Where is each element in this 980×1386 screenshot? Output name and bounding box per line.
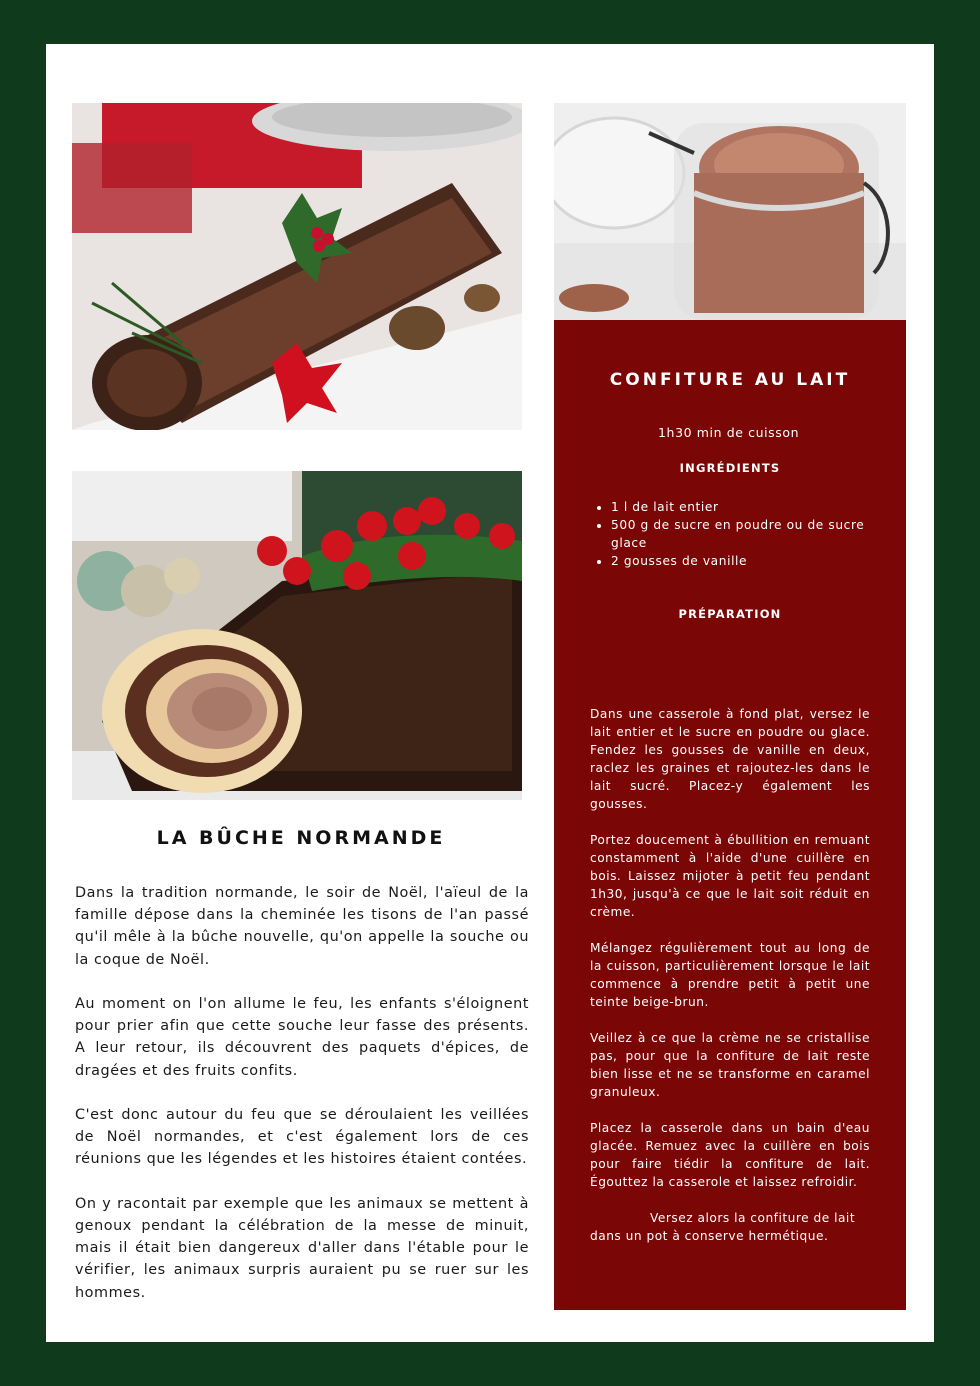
- article-paragraph: Au moment on l'on allume le feu, les enfants s'éloignent pour prier afin que cette souche leur fasse des présents. A leur retour, ils découvrent des paquets d'épices, de dragées et des fruits confits.: [75, 996, 529, 1079]
- article-paragraph: Dans la tradition normande, le soir de Noël, l'aïeul de la famille dépose dans la cheminée les tisons de l'an passé qu'il mêle à la bûche nouvelle, qu'on appelle la souche ou la coque de Noël.: [75, 885, 529, 968]
- preparation-step: Veillez à ce que la crème ne se cristallise pas, pour que la confiture de lait reste bien lisse et ne se transforme en caramel granuleux.: [590, 1031, 870, 1099]
- cooking-time: 1h30 min de cuisson: [658, 425, 800, 440]
- milk-jam-jar-photo: [554, 103, 906, 320]
- preparation-step: Portez doucement à ébullition en remuant constamment à l'aide d'une cuillère en bois. Laissez mijoter à petit feu pendant 1h30, jusqu'à ce que le lait soit réduit en crème.: [590, 833, 870, 919]
- preparation-step: Versez alors la confiture de lait dans un pot à conserve hermétique.: [590, 1211, 856, 1243]
- page: [46, 44, 934, 1342]
- ingredient-item: • 500 g de sucre en poudre ou de sucre glace: [611, 516, 883, 552]
- ingredients-list: [594, 498, 883, 570]
- preparation-steps: [590, 705, 870, 1263]
- recipe-title: CONFITURE AU LAIT: [609, 370, 851, 390]
- preparation-step: Mélangez régulièrement tout au long de la cuisson, particulièrement lorsque le lait commence à prendre petit à petit une teinte beige-brun.: [590, 941, 870, 1009]
- article-title: LA BÛCHE NORMANDE: [156, 827, 446, 849]
- yule-log-photo-1: [72, 103, 522, 430]
- yule-log-photo-2: [72, 471, 522, 800]
- article-paragraph: On y racontait par exemple que les animaux se mettent à genoux pendant la célébration de la messe de minuit, mais il était bien dangereux d'aller dans l'étable pour le vérifier, les animaux surpris auraient pu se ruer sur les hommes.: [75, 1195, 529, 1301]
- ingredient-item: • 2 gousses de vanille: [611, 552, 883, 570]
- preparation-step: Placez la casserole dans un bain d'eau glacée. Remuez avec la cuillère en bois pour faire tiédir la confiture de lait. Égouttez la casserole et laissez refroidir.: [590, 1121, 870, 1189]
- article-body: [75, 882, 529, 1326]
- preparation-step: Dans une casserole à fond plat, versez le lait entier et le sucre en poudre ou glace. Fendez les gousses de vanille en deux, raclez les graines et rajoutez-les dans le lait sucré. Placez-y également les gousses.: [590, 707, 870, 811]
- preparation-heading: PRÉPARATION: [678, 607, 782, 621]
- article-paragraph: C'est donc autour du feu que se déroulaient les veillées de Noël normandes, et c'est également lors de ces réunions que les légendes et les histoires étaient contées.: [75, 1107, 529, 1168]
- ingredients-heading: INGRÉDIENTS: [679, 461, 781, 475]
- recipe-card: [554, 320, 906, 1310]
- ingredient-item: • 1 l de lait entier: [611, 498, 883, 516]
